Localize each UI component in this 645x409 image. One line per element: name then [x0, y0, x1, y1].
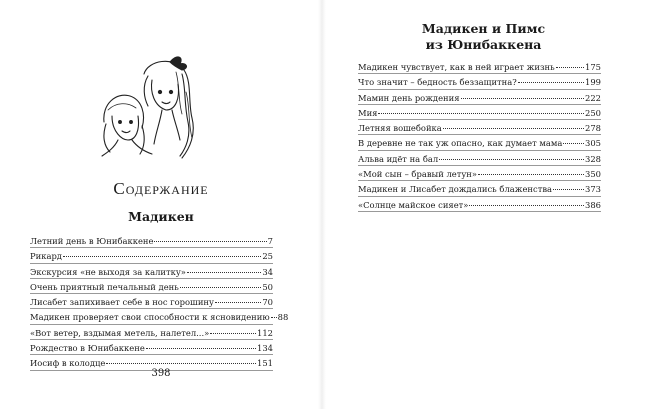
dot-leader	[439, 159, 584, 160]
toc-entry	[30, 310, 289, 325]
dot-leader	[553, 189, 584, 190]
row-rule	[358, 134, 601, 135]
row-rule	[30, 308, 273, 309]
contents-heading: Содержание	[113, 179, 209, 198]
toc-entry-page: 112	[257, 327, 273, 338]
toc-entry-page: 199	[585, 77, 601, 88]
toc-entry	[358, 121, 601, 136]
row-rule	[30, 324, 273, 325]
toc-entry	[358, 167, 601, 182]
toc-entry-page: 70	[262, 297, 273, 308]
row-rule	[358, 150, 601, 151]
dot-leader	[469, 205, 584, 206]
toc-entry-title: Мия	[358, 107, 378, 118]
two-girls-illustration-icon	[96, 52, 208, 164]
dot-leader	[563, 143, 584, 144]
row-rule	[358, 196, 601, 197]
row-rule	[30, 263, 273, 264]
dot-leader	[443, 128, 584, 129]
toc-entry-page: 386	[585, 199, 601, 210]
dot-leader	[518, 82, 584, 83]
row-rule	[30, 354, 273, 355]
toc-entry	[30, 234, 273, 249]
toc-entry	[358, 182, 601, 197]
toc-entry-page: 328	[585, 153, 601, 164]
toc-entry-page: 134	[257, 343, 273, 354]
toc-entry-title: Мамин день рождения	[358, 92, 460, 103]
dot-leader	[478, 174, 584, 175]
toc-entry-page: 50	[262, 281, 273, 292]
toc-entry	[358, 91, 601, 106]
toc-entry-page: 350	[585, 169, 601, 180]
row-rule	[358, 104, 601, 105]
section-heading-line1: Мадикен и Пимс	[421, 21, 546, 36]
toc-entry	[358, 106, 601, 121]
dot-leader	[271, 317, 277, 318]
toc-entry	[358, 60, 601, 75]
toc-entry-page: 175	[585, 62, 601, 72]
toc-entry-title: «Солнце майское сияет»	[358, 199, 469, 210]
toc-entry-page: 278	[585, 123, 601, 134]
toc-entry-title: Мадикен и Лисабет дождались блаженства	[358, 184, 553, 195]
toc-entry-page: 373	[585, 184, 601, 195]
row-rule	[30, 293, 273, 294]
toc-entry	[30, 249, 273, 264]
toc-entry-title: «Мой сын – бравый летун»	[358, 169, 478, 180]
dot-leader	[106, 363, 256, 364]
toc-entry-title: Очень приятный печальный день	[30, 281, 179, 292]
toc-entry-page: 222	[585, 92, 601, 103]
toc-entry	[358, 75, 601, 90]
dot-leader	[154, 241, 266, 242]
toc-entry	[358, 198, 601, 213]
dot-leader	[146, 348, 256, 349]
toc-entry-page: 34	[262, 266, 273, 277]
dot-leader	[461, 98, 585, 99]
right-page	[322, 0, 645, 409]
row-rule	[358, 211, 601, 212]
toc-entry-title: Лисабет запихивает себе в нос горошину	[30, 297, 214, 308]
row-rule	[358, 165, 601, 166]
row-rule	[30, 247, 273, 248]
toc-entry	[30, 295, 273, 310]
left-page	[0, 0, 322, 409]
section-heading-madiken-pims	[322, 21, 645, 53]
row-rule	[358, 180, 601, 181]
row-rule	[30, 339, 273, 340]
row-rule	[358, 89, 601, 90]
row-rule	[358, 119, 601, 120]
toc-entry-page: 305	[585, 138, 601, 149]
toc-entry-title: Экскурсия «не выходя за калитку»	[30, 266, 186, 277]
toc-entry-title: Летняя вошебойка	[358, 123, 442, 134]
dot-leader	[187, 272, 261, 273]
toc-entry	[358, 152, 601, 167]
toc-entry-page: 7	[267, 236, 273, 246]
section-heading-madiken: Мадикен	[128, 209, 194, 224]
toc-entry	[30, 280, 273, 295]
dot-leader	[215, 302, 261, 303]
left-toc-list	[30, 234, 289, 372]
toc-entry-title: Летний день в Юнибаккене	[30, 236, 154, 246]
toc-entry	[30, 341, 273, 356]
toc-entry-title: Рождество в Юнибаккене	[30, 343, 145, 354]
toc-entry	[30, 265, 273, 280]
dot-leader	[378, 113, 584, 114]
toc-entry-page: 88	[277, 312, 289, 323]
toc-entry-title: Альва идёт на бал	[358, 153, 439, 164]
toc-entry	[30, 326, 273, 341]
dot-leader	[210, 333, 256, 334]
toc-entry-title: Мадикен чувствует, как в ней играет жизнь	[358, 62, 555, 72]
right-toc-list	[358, 60, 601, 213]
toc-entry-title: Иосиф в колодце	[30, 358, 106, 369]
dot-leader	[556, 67, 584, 68]
dot-leader	[180, 287, 262, 288]
dot-leader	[63, 256, 261, 257]
row-rule	[358, 73, 601, 74]
toc-entry	[358, 136, 601, 151]
toc-entry-title: «Вот ветер, вздымая метель, налетел...»	[30, 327, 210, 338]
toc-entry-page: 250	[585, 107, 601, 118]
page-number: 398	[151, 368, 171, 379]
toc-entry-title: Что значит – бедность беззащитна?	[358, 77, 517, 88]
toc-entry-title: Мадикен проверяет свои способности к ясновидению	[30, 312, 270, 323]
toc-entry-page: 151	[257, 358, 273, 369]
toc-entry-title: В деревне не так уж опасно, как думает мама	[358, 138, 563, 149]
row-rule	[30, 278, 273, 279]
section-heading-line2: из Юнибаккена	[425, 37, 542, 52]
toc-entry-title: Рикард	[30, 251, 62, 262]
toc-entry-page: 25	[262, 251, 273, 262]
